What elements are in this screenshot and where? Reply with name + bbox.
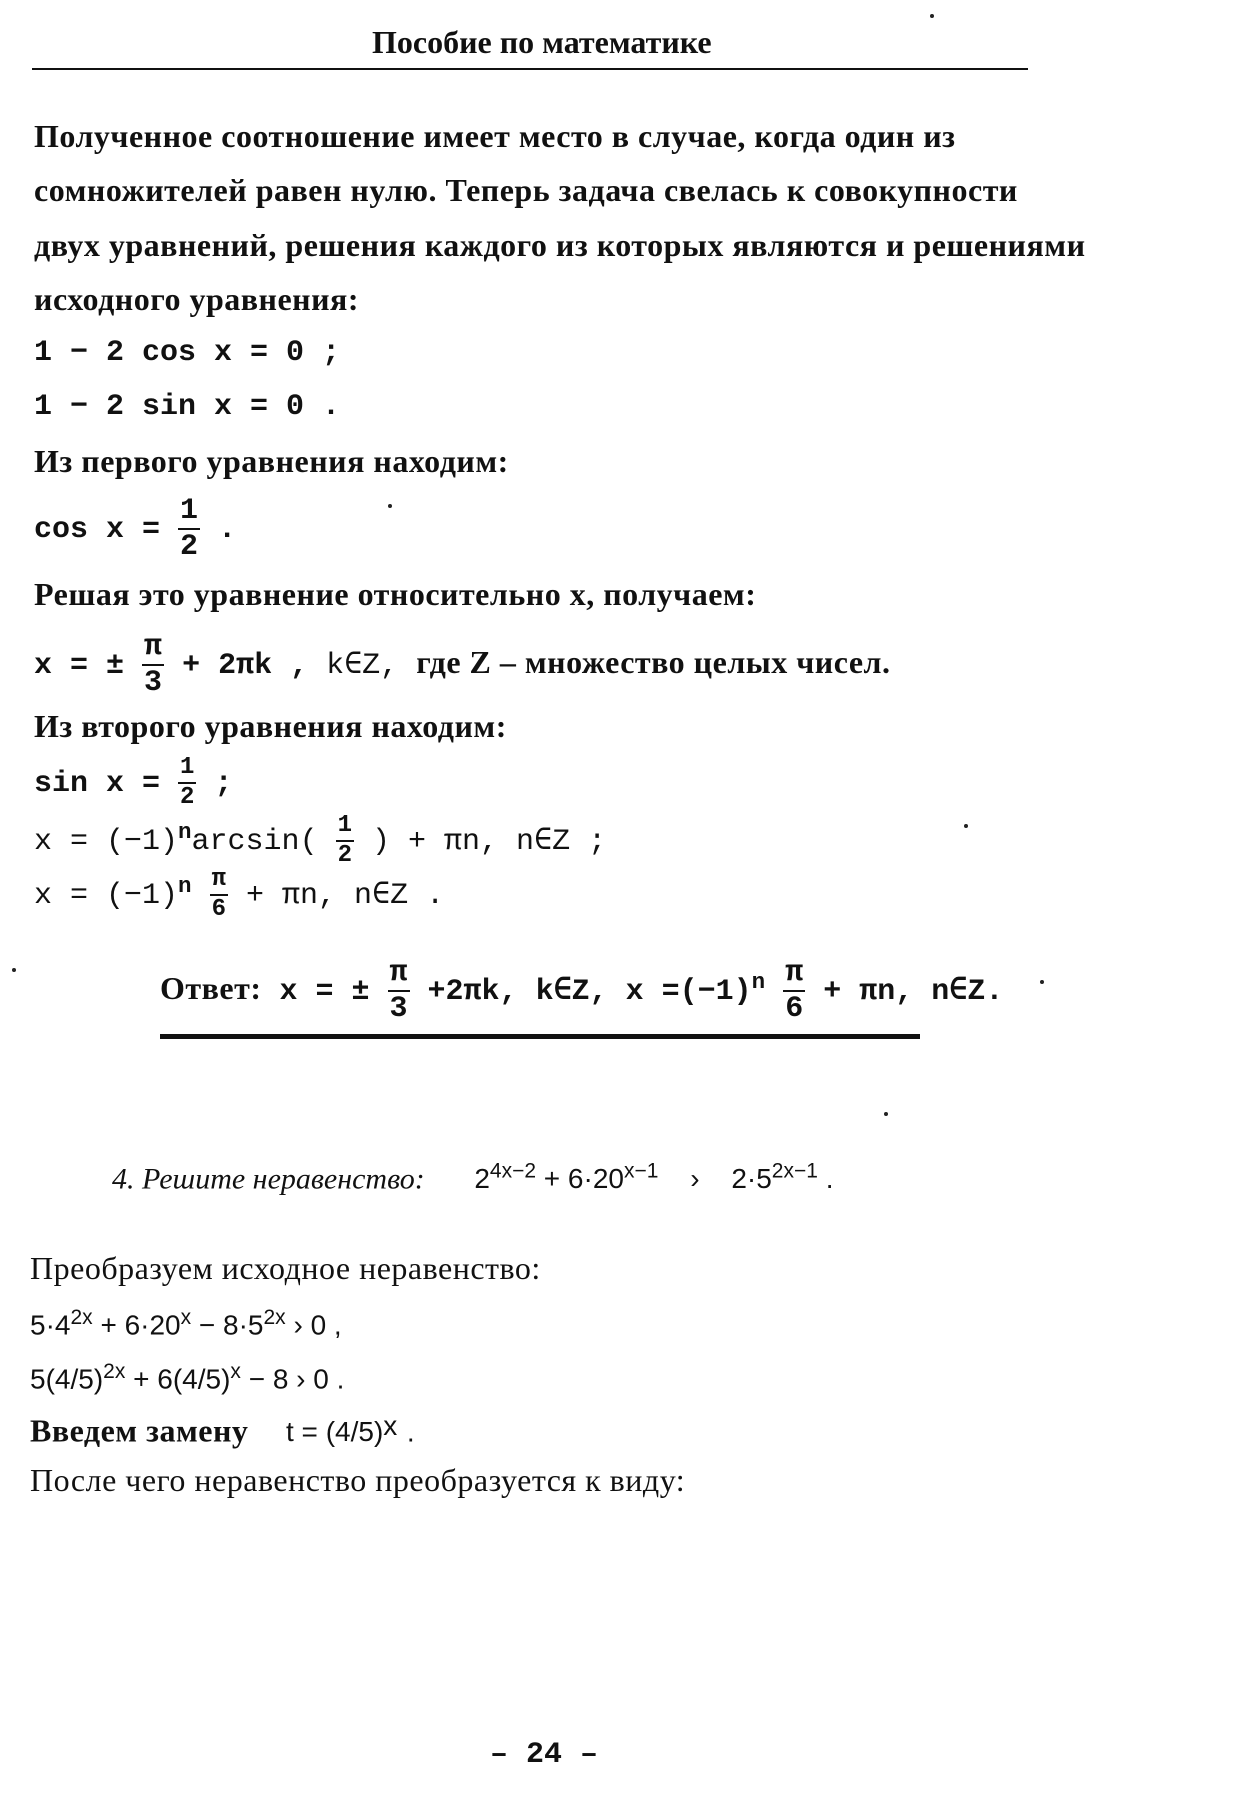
substitution: Введем замену $t = (4/5)^x$ . — [30, 1410, 415, 1449]
task-label: 4. Решите неравенство: — [112, 1162, 425, 1196]
page-number: – 24 – — [490, 1738, 599, 1772]
scan-speck — [964, 824, 968, 828]
fraction: $\frac{1}{2}$ — [180, 754, 195, 811]
fraction: $\frac{\pi}{3}$ — [389, 956, 408, 1026]
x-solution-3: $x = (-1)^n$ $\frac{\pi}{6}$ + πn, n∈Z . — [34, 866, 445, 923]
paragraph-line: Полученное соотношение имеет место в случае, когда один из — [34, 118, 956, 154]
scan-speck — [930, 14, 934, 18]
equation-cos: 1 − 2 cos x = 0 ; — [34, 336, 341, 370]
fraction: $\frac{\pi}{3}$ — [144, 630, 163, 700]
fraction: $\frac{1}{2}$ — [337, 812, 352, 869]
scan-speck — [12, 968, 16, 972]
fraction: $\frac{1}{2}$ — [180, 494, 199, 564]
page-header-title: Пособие по математике — [372, 24, 712, 60]
cos-solution — [34, 496, 236, 562]
fraction: $\frac{\pi}{6}$ — [785, 956, 804, 1026]
sin-solution: sin x = $\frac{1}{2}$ ; — [34, 754, 233, 811]
paragraph-line: исходного уравнения: — [34, 281, 359, 317]
fraction: $\frac{\pi}{6}$ — [211, 866, 226, 923]
header-rule — [32, 68, 1028, 70]
x-solution-1: x = ± $\frac{\pi}{3}$ + 2πk , k∈Z, где Z – множество целых чисел. — [34, 630, 891, 700]
inequality-1: $5\cdot 4^{2x} + 6\cdot 20^x - 8\cdot 5^{2x}$ › 0 , — [30, 1306, 342, 1341]
answer-underline — [160, 1034, 920, 1039]
integers-note: где Z – множество целых чисел. — [416, 643, 891, 680]
paragraph-line: сомножителей равен нулю. Теперь задача свелась к совокупности — [34, 172, 1018, 208]
paragraph-line: двух уравнений, решения каждого из которых являются и решениями — [34, 227, 1086, 263]
equation-sin: 1 − 2 sin x = 0 . — [34, 390, 341, 424]
after-text: После чего неравенство преобразуется к виду: — [30, 1462, 686, 1498]
scan-speck — [884, 1112, 888, 1116]
first-equation-text: Из первого уравнения находим: — [34, 443, 509, 479]
second-equation-text: Из второго уравнения находим: — [34, 708, 507, 744]
inequality-2: $5(4/5)^{2x} + 6(4/5)^x - 8$ › 0 . — [30, 1360, 345, 1395]
answer-label: Ответ: — [160, 969, 262, 1006]
punct: . — [218, 512, 237, 547]
scan-speck — [1040, 980, 1044, 984]
task-4: 4. Решите неравенство: $2^{4x-2} + 6\cdot 20^{x-1}$ › $2\cdot 5^{2x-1}$ . — [112, 1160, 834, 1196]
solving-text: Решая это уравнение относительно x, получаем: — [34, 576, 757, 612]
transform-text: Преобразуем исходное неравенство: — [30, 1250, 541, 1286]
answer-line: Ответ: x = ± $\frac{\pi}{3}$ +2πk, k∈Z, $x =(-1)^n$ $\frac{\pi}{6}$ + πn, n∈Z. — [160, 956, 1004, 1026]
scan-speck — [388, 504, 392, 508]
cos-lhs: cos x = — [34, 512, 161, 547]
x-solution-2: $x = (-1)^n\arcsin$( $\frac{1}{2}$ ) + πn, n∈Z ; — [34, 812, 607, 869]
